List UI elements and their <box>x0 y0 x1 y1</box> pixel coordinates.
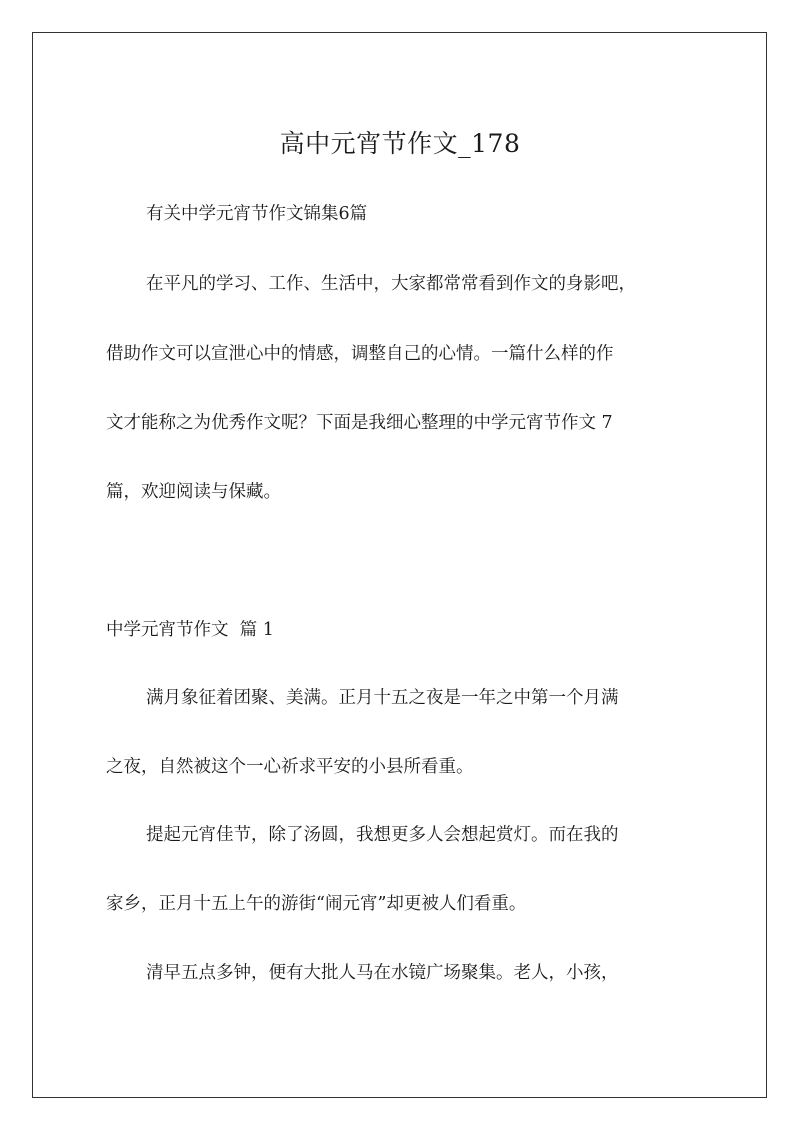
document-subtitle: 有关中学元宵节作文锦集6篇 <box>146 204 368 224</box>
document-title: 高中元宵节作文_178 <box>279 129 521 158</box>
intro-line: 文才能称之为优秀作文呢？下面是我细心整理的中学元宵节作文 7 <box>106 413 613 433</box>
paragraph-line: 满月象征着团聚、美满。正月十五之夜是一年之中第一个月满 <box>146 688 619 708</box>
paragraph-line: 家乡，正月十五上午的游街“闹元宵”却更被人们看重。 <box>106 894 527 914</box>
section-heading: 中学元宵节作文 篇 1 <box>106 620 274 640</box>
intro-line: 篇，欢迎阅读与保藏。 <box>106 482 281 502</box>
page-border <box>32 32 767 1098</box>
intro-line: 在平凡的学习、工作、生活中，大家都常常看到作文的身影吧， <box>146 274 636 294</box>
intro-line: 借助作文可以宣泄心中的情感，调整自己的心情。一篇什么样的作 <box>106 344 614 364</box>
paragraph-line: 清早五点多钟，便有大批人马在水镜广场聚集。老人，小孩， <box>146 963 619 983</box>
paragraph-line: 提起元宵佳节，除了汤圆，我想更多人会想起赏灯。而在我的 <box>146 825 619 845</box>
paragraph-line: 之夜，自然被这个一心祈求平安的小县所看重。 <box>106 757 474 777</box>
